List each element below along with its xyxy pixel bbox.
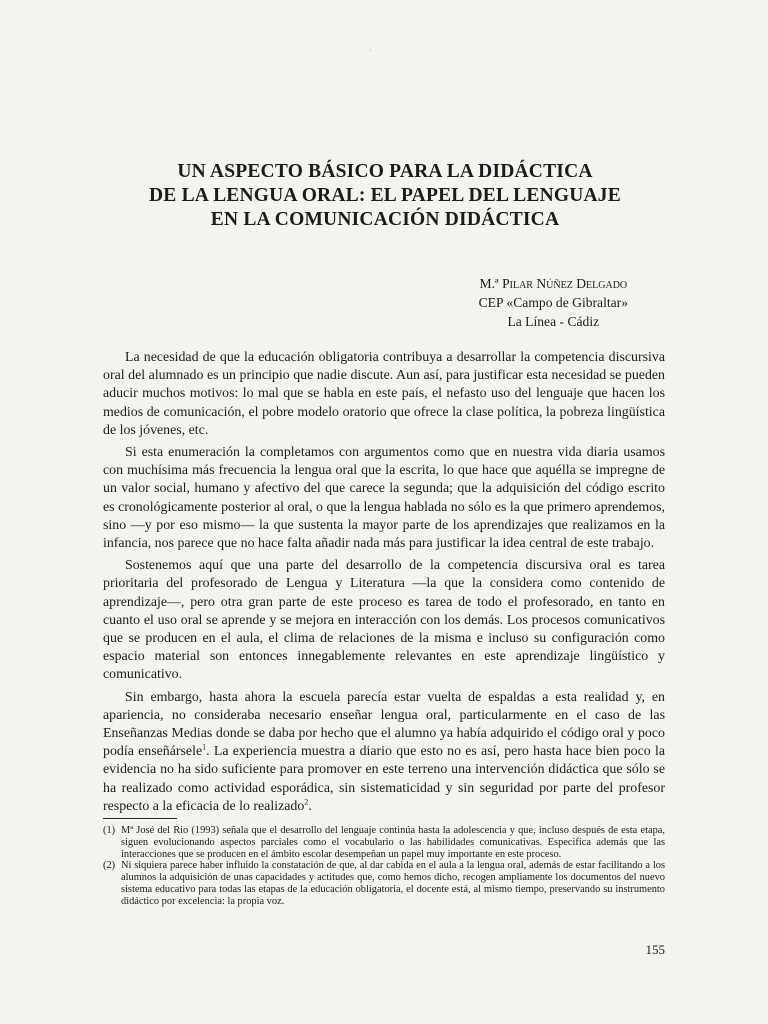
paragraph-4-part-a: Sin embargo, hasta ahora la escuela parecía estar vuelta de espaldas a esta realidad y, en apariencia, no consideraba necesario enseñar lengua oral, particularmente en el caso de las Enseñanzas Medias donde se daba por hecho que el alumno ya había adquirido el código oral y poco podía enseñársele bbox=[103, 689, 665, 760]
paragraph-3: Sostenemos aquí que una parte del desarrollo de la competencia discursiva oral es tarea prioritaria del profesorado de Lengua y Literatura —la que la considera como contenido de aprendizaje—, pero otra gran parte de este proceso es tarea de todo el profesorado, en tanto en cuanto el uso oral se aprende y se mejora en interacción con los demás. Los procesos comunicativos que se producen en el aula, el clima de relaciones de la misma e incluso su configuración como espacio material son entonces innegablemente relevantes en este aprendizaje lingüístico y comunicativo. bbox=[103, 558, 665, 683]
title-line-1: UN ASPECTO BÁSICO PARA LA DIDÁCTICA bbox=[177, 161, 593, 182]
footnote-2-text: Ni siquiera parece haber influido la constatación de que, al dar cabida en el aula a la lengua oral, además de estar facilitando a los alumnos la adquisición de unas capacidades y actitudes que, como hemos dicho, recogen ampliamente los documentos del nuevo sistema educativo para todas las etapas de la educación obligatoria, el docente está, al mismo tiempo, preservando su instrumento didáctico por excelencia: la propia voz. bbox=[121, 860, 665, 907]
footnote-divider bbox=[103, 818, 177, 819]
paragraph-4-part-c: . bbox=[308, 798, 312, 814]
footnotes bbox=[103, 825, 665, 908]
footnote-1-number: (1) bbox=[103, 825, 116, 836]
footnote-ref-1: 1 bbox=[202, 742, 207, 752]
title-line-2: DE LA LENGUA ORAL: EL PAPEL DEL LENGUAJE bbox=[149, 185, 621, 206]
article-body bbox=[103, 349, 665, 820]
article-title bbox=[90, 160, 680, 232]
author-location: La Línea - Cádiz bbox=[507, 314, 600, 329]
footnote-ref-2: 2 bbox=[304, 797, 309, 807]
paragraph-1: La necesidad de que la educación obligatoria contribuya a desarrollar la competencia discursiva oral del alumnado es un principio que nadie discute. Aun así, para justificar esta necesidad se pueden aducir muchos motivos: lo mal que se habla en este país, el nefasto uso del lenguaje que hacen los medios de comunicación, el pobre modelo oratorio que ofrece la clase política, la pobreza lingüística de los jóvenes, etc. bbox=[103, 350, 665, 438]
page-number: 155 bbox=[645, 942, 665, 957]
footnote-2-number: (2) bbox=[103, 860, 116, 872]
author-name: M.ª Pilar Núñez Delgado bbox=[479, 276, 628, 291]
scan-speck-mark: · bbox=[369, 46, 372, 55]
footnote-1 bbox=[103, 825, 665, 860]
footnote-1-text: Mª José del Rio (1993) señala que el desarrollo del lenguaje continúa hasta la adolescencia y que, incluso después de esta etapa, siguen evolucionando aspectos parciales como el vocabulario o las habilidades comunicativas. Especifica además que las interacciones que se producen en el ámbito escolar desempeñan un papel muy importante en este proceso. bbox=[121, 825, 665, 860]
footnote-2 bbox=[103, 860, 665, 907]
author-block bbox=[479, 274, 628, 331]
title-line-3: EN LA COMUNICACIÓN DIDÁCTICA bbox=[210, 209, 560, 230]
author-institution: CEP «Campo de Gibraltar» bbox=[478, 295, 628, 310]
paragraph-4-part-b: . La experiencia muestra a diario que esto no es así, pero hasta hace bien poco la evidencia no ha sido suficiente para promover en este terreno una intervención didáctica que sólo se ha realizado como actividad esporádica, sin sistematicidad y sin seguridad por parte del profesor respecto a la eficacia de lo realizado bbox=[103, 744, 665, 814]
paragraph-4 bbox=[103, 689, 665, 816]
paragraph-2: Si esta enumeración la completamos con argumentos como que en nuestra vida diaria usamos con muchísima más frecuencia la lengua oral que la escrita, lo que hace que aquélla se impregne de un valor social, humano y afectivo del que carece la segunda; que la adquisición del código escrito es cronológicamente posterior al oral, o que la lengua hablada no sólo es la que primero aprendemos, sino —y por eso mismo— la que sustenta la mayor parte de los aprendizajes que realizamos en la infancia, nos parece que no hace falta añadir nada más para justificar la idea central de este trabajo. bbox=[103, 445, 665, 552]
